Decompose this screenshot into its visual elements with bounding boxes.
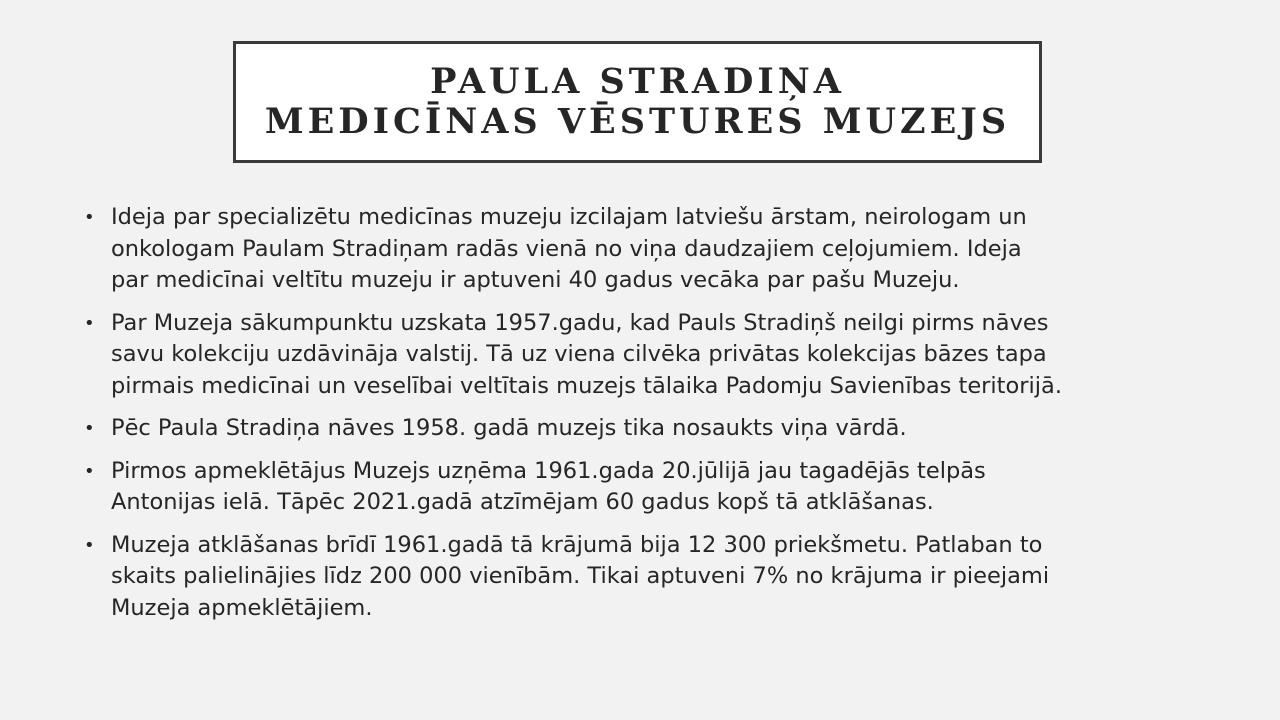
bullet-dot-icon: • bbox=[84, 207, 95, 228]
bullet-text-line: skaits palielinājies līdz 200 000 vienībām. Tikai aptuveni 7% no krājuma ir pieejami bbox=[111, 563, 1050, 589]
title-line-2: MEDICĪNAS VĒSTURES MUZEJS bbox=[264, 101, 1011, 142]
title-line-1: PAULA STRADIŅA bbox=[430, 61, 845, 102]
bullet-dot-icon: • bbox=[84, 460, 95, 482]
bullet-dot-icon: • bbox=[84, 312, 95, 334]
bullet-text-line: par medicīnai veltītu muzeju ir aptuveni 40 gadus vecāka par pašu Muzeju. bbox=[111, 267, 960, 293]
bullet-text-line: Muzeja apmeklētājiem. bbox=[111, 594, 373, 621]
bullet-text-line: Ideja par specializētu medicīnas muzeju izcilajam latviešu ārstam, neirologam un bbox=[111, 204, 1027, 230]
bullet-dot-icon: • bbox=[84, 534, 95, 556]
bullet-item bbox=[84, 456, 1194, 519]
bullet-text-line: Muzeja atklāšanas brīdī 1961.gadā tā krājumā bija 12 300 priekšmetu. Patlaban to bbox=[111, 531, 1043, 558]
bullet-text-line: Pēc Paula Stradiņa nāves 1958. gadā muzejs tika nosaukts viņa vārdā. bbox=[111, 415, 907, 441]
bullet-item bbox=[84, 308, 1194, 403]
bullet-text-line: pirmais medicīnai un veselībai veltītais muzejs tālaika Padomju Savienības teritorijā. bbox=[111, 372, 1062, 399]
bullet-text-line: savu kolekciju uzdāvināja valstij. Tā uz viena cilvēka privātas kolekcijas bāzes tapa bbox=[111, 341, 1047, 367]
bullet-list bbox=[84, 202, 1194, 635]
title-box bbox=[233, 41, 1042, 163]
bullet-text-line: onkologam Paulam Stradiņam radās vienā no viņa daudzajiem ceļojumiem. Ideja bbox=[111, 235, 1022, 262]
bullet-item bbox=[84, 413, 1194, 445]
bullet-item bbox=[84, 530, 1194, 625]
bullet-text-line: Antonijas ielā. Tāpēc 2021.gadā atzīmējam 60 gadus kopš tā atklāšanas. bbox=[111, 489, 934, 515]
bullet-text-line: Par Muzeja sākumpunktu uzskata 1957.gadu, kad Pauls Stradiņš neilgi pirms nāves bbox=[111, 309, 1049, 336]
bullet-dot-icon: • bbox=[84, 418, 95, 439]
bullet-text-line: Pirmos apmeklētājus Muzejs uzņēma 1961.gada 20.jūlijā jau tagadējās telpās bbox=[111, 457, 986, 484]
bullet-item bbox=[84, 202, 1194, 297]
